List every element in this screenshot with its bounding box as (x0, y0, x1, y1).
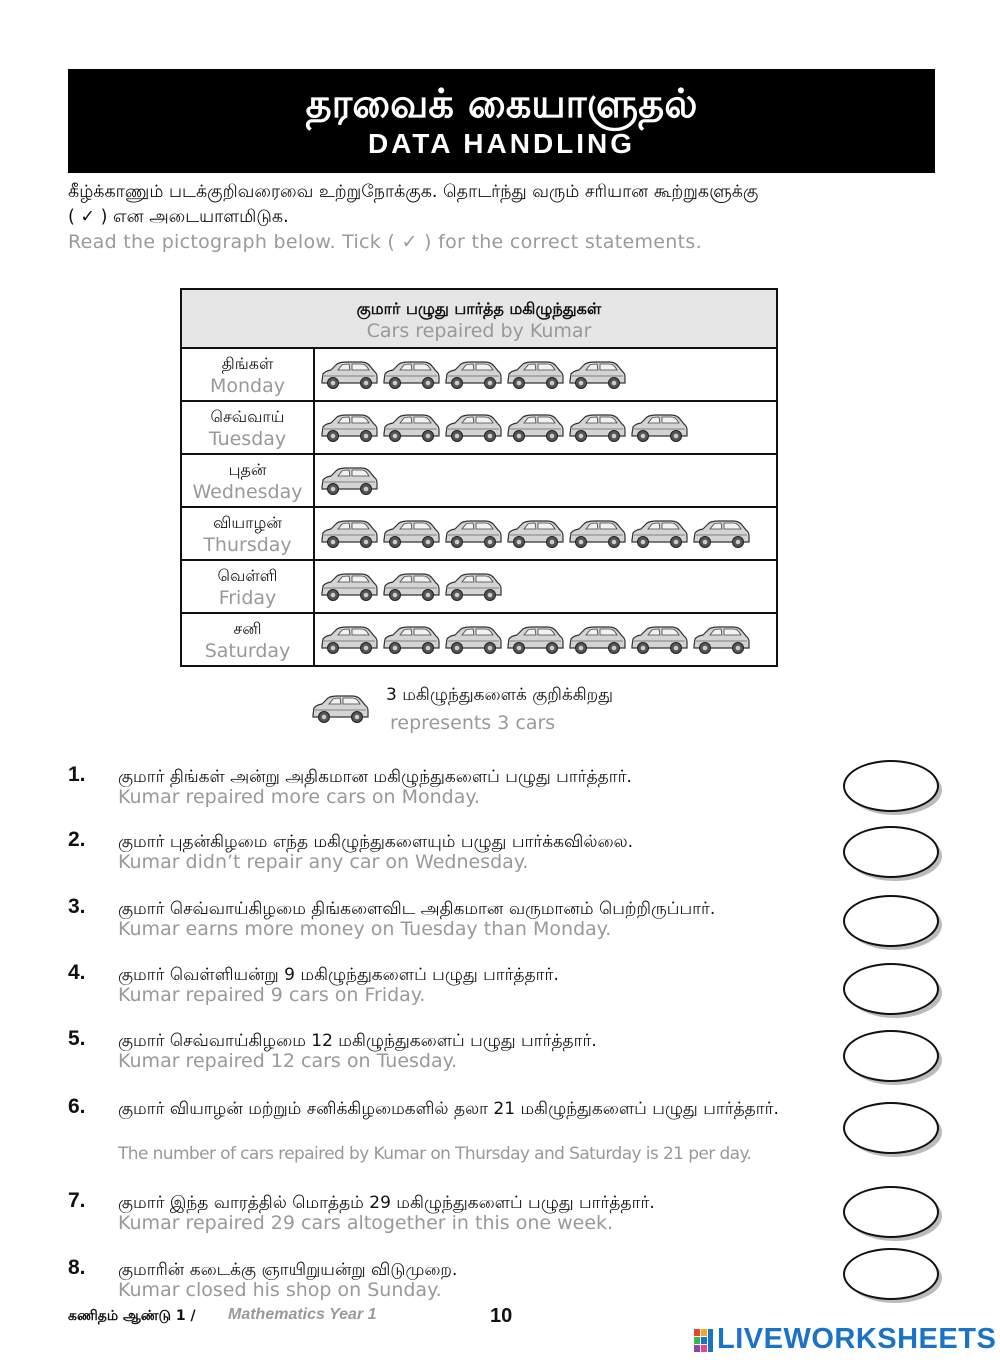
car-icon (629, 624, 689, 656)
statement-number: 8. (68, 1256, 86, 1279)
day-english: Friday (218, 586, 277, 609)
statement-number: 2. (68, 828, 86, 851)
statement-english: Kumar earns more money on Tuesday than Monday. (118, 918, 612, 940)
car-icon (310, 693, 370, 725)
day-tamil: செவ்வாய் (210, 406, 285, 426)
answer-oval-5[interactable] (843, 1030, 939, 1082)
pictograph-title (181, 289, 777, 348)
car-icon (381, 624, 441, 656)
pictograph-row (181, 454, 777, 507)
day-cell (181, 560, 314, 613)
day-english: Thursday (203, 533, 292, 556)
car-icon (567, 412, 627, 444)
car-icon (319, 624, 379, 656)
statement-number: 3. (68, 895, 86, 918)
answer-oval-3[interactable] (843, 895, 939, 947)
statement-tamil: குமார் திங்கள் அன்று அதிகமான மகிழுந்துகளைப் பழுது பார்த்தார். (118, 767, 632, 787)
statement-number: 4. (68, 961, 86, 984)
car-icon (567, 624, 627, 656)
footer-subject-tamil: கணிதம் ஆண்டு 1 / (68, 1308, 196, 1324)
statement-tamil: குமார் செவ்வாய்கிழமை திங்களைவிட அதிகமான வருமானம் பெற்றிருப்பார். (118, 899, 716, 919)
day-english: Tuesday (208, 427, 287, 450)
car-icons-cell (314, 507, 777, 560)
pictograph-title-english: Cars repaired by Kumar (366, 320, 592, 342)
car-icon (505, 359, 565, 391)
day-tamil: திங்கள் (221, 353, 274, 373)
car-icon (319, 412, 379, 444)
car-icon (443, 624, 503, 656)
statement-tamil: குமார் இந்த வாரத்தில் மொத்தம் 29 மகிழுந்துகளைப் பழுது பார்த்தார். (118, 1193, 655, 1213)
page-number: 10 (490, 1305, 513, 1327)
liveworksheets-text: LIVEWORKSHEETS (717, 1323, 997, 1355)
instructions (68, 180, 938, 255)
car-icon (381, 359, 441, 391)
car-icon (319, 359, 379, 391)
statement-tamil: குமார் வெள்ளியன்று 9 மகிழுந்துகளைப் பழுது பார்த்தார். (118, 965, 559, 985)
key-tamil: 3 மகிழுந்துகளைக் குறிக்கிறது (386, 685, 613, 705)
pictograph-row (181, 348, 777, 401)
car-icon (567, 359, 627, 391)
answer-oval-6[interactable] (843, 1102, 939, 1154)
pictograph-table (180, 288, 778, 667)
day-cell (181, 507, 314, 560)
title-banner (68, 69, 935, 173)
car-icon (567, 518, 627, 550)
statement-english: Kumar closed his shop on Sunday. (118, 1279, 442, 1301)
pictograph-title-tamil: குமார் பழுது பார்த்த மகிழுந்துகள் (356, 299, 602, 318)
statement-number: 1. (68, 763, 86, 786)
statement-tamil: குமார் செவ்வாய்கிழமை 12 மகிழுந்துகளைப் பழுது பார்த்தார். (118, 1031, 597, 1051)
statement-english: Kumar repaired more cars on Monday. (118, 786, 480, 808)
car-icon (629, 518, 689, 550)
statement-number: 7. (68, 1189, 86, 1212)
car-icon (505, 412, 565, 444)
instruction-tamil-line1: கீழ்க்காணும் படக்குறிவரைவை உற்றுநோக்குக. தொடர்ந்து வரும் சரியான கூற்றுகளுக்கு (68, 182, 759, 202)
car-icon (319, 571, 379, 603)
car-icon (443, 571, 503, 603)
car-icons-cell (314, 401, 777, 454)
statement-tamil: குமார் புதன்கிழமை எந்த மகிழுந்துகளையும் பழுது பார்க்கவில்லை. (118, 832, 634, 852)
car-icon (381, 518, 441, 550)
day-tamil: வியாழன் (213, 512, 282, 532)
day-english: Monday (209, 374, 285, 397)
day-cell (181, 348, 314, 401)
statement-english: Kumar didn’t repair any car on Wednesday. (118, 851, 529, 873)
car-icon (629, 412, 689, 444)
statement-english: The number of cars repaired by Kumar on Thursday and Saturday is 21 per day. (118, 1144, 752, 1164)
car-icon (505, 518, 565, 550)
day-cell (181, 613, 314, 666)
day-cell (181, 401, 314, 454)
answer-oval-2[interactable] (843, 826, 939, 878)
car-icon (319, 518, 379, 550)
car-icons-cell (314, 454, 777, 507)
day-english: Wednesday (192, 480, 303, 503)
liveworksheets-icon (693, 1327, 715, 1355)
car-icon (443, 359, 503, 391)
liveworksheets-logo (693, 1323, 997, 1359)
instruction-tamil-line2: ( ✓ ) என அடையாளமிடுக. (68, 207, 289, 227)
title-tamil: தரவைக் கையாளுதல் (305, 81, 698, 127)
car-icon (505, 624, 565, 656)
statement-english: Kumar repaired 29 cars altogether in this one week. (118, 1212, 614, 1234)
car-icon (319, 465, 379, 497)
car-icons-cell (314, 560, 777, 613)
car-icons-cell (314, 348, 777, 401)
statement-number: 5. (68, 1027, 86, 1050)
car-icons-cell (314, 613, 777, 666)
answer-oval-8[interactable] (843, 1248, 939, 1300)
day-tamil: வெள்ளி (217, 565, 278, 585)
answer-oval-1[interactable] (843, 760, 939, 812)
car-icon (381, 571, 441, 603)
answer-oval-4[interactable] (843, 963, 939, 1015)
key-english: represents 3 cars (390, 712, 556, 734)
statement-tamil: குமாரின் கடைக்கு ஞாயிறுயன்று விடுமுறை. (118, 1260, 458, 1280)
car-icon (691, 624, 751, 656)
statement-english: Kumar repaired 12 cars on Tuesday. (118, 1050, 458, 1072)
pictograph-row (181, 507, 777, 560)
statement-number: 6. (68, 1095, 86, 1118)
day-english: Saturday (204, 639, 291, 662)
car-icon (443, 518, 503, 550)
statement-tamil: குமார் வியாழன் மற்றும் சனிக்கிழமைகளில் தலா 21 மகிழுந்துகளைப் பழுது பார்த்தார். (118, 1099, 779, 1119)
title-english: DATA HANDLING (367, 128, 636, 159)
day-tamil: சனி (233, 618, 262, 638)
instruction-english: Read the pictograph below. Tick ( ✓ ) for the correct statements. (68, 231, 702, 253)
answer-oval-7[interactable] (843, 1186, 939, 1238)
car-icon (381, 412, 441, 444)
footer-subject-english: Mathematics Year 1 (228, 1306, 377, 1323)
pictograph-row (181, 560, 777, 613)
car-icon (443, 412, 503, 444)
statement-english: Kumar repaired 9 cars on Friday. (118, 984, 426, 1006)
day-tamil: புதன் (228, 459, 267, 479)
car-icon (691, 518, 751, 550)
day-cell (181, 454, 314, 507)
pictograph-row (181, 613, 777, 666)
pictograph-row (181, 401, 777, 454)
